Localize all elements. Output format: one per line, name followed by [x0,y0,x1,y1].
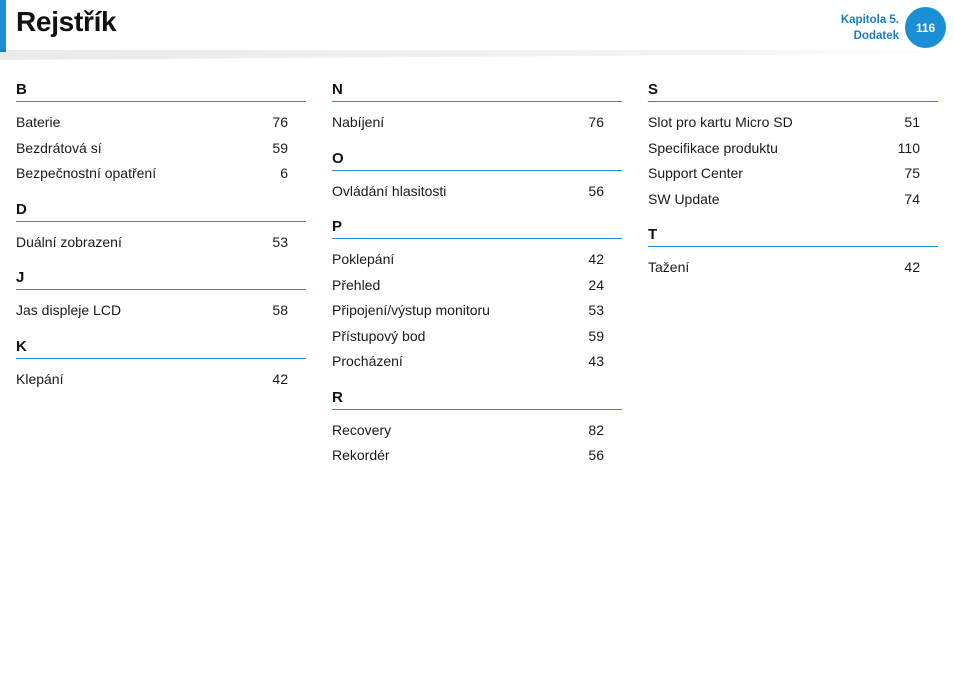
index-term: Nabíjení [332,114,385,130]
section-letter: P [332,217,622,239]
index-section [16,80,306,188]
index-entry [332,419,622,445]
index-section [16,200,306,257]
header-divider [0,50,954,60]
index-term: Procházení [332,353,403,369]
index-section [332,388,622,470]
index-entry [648,256,938,282]
index-section [648,80,938,213]
index-section [648,225,938,282]
index-page-number: 24 [588,276,604,293]
section-letter: K [16,337,306,359]
index-page-number: 6 [280,165,288,181]
index-section [332,149,622,206]
index-section [332,80,622,137]
index-section [332,217,622,376]
index-entry [332,350,622,376]
index-term: Tažení [648,259,690,275]
index-entry [332,274,622,300]
index-entry [332,180,622,206]
section-letter: J [16,268,306,290]
index-page-number: 42 [588,251,604,267]
index-entry [16,137,306,163]
index-page-number: 56 [588,447,604,463]
index-page-number: 56 [588,182,604,199]
index-entry [16,162,306,188]
index-term: Přístupový bod [332,327,426,344]
index-page-number: 82 [588,421,604,438]
index-entry [16,368,306,394]
index-section [16,268,306,325]
page-number-badge: 116 [905,7,946,48]
index-page-number: 75 [904,165,920,181]
section-letter: S [648,80,938,102]
index-column-2 [332,80,622,482]
index-entry [332,325,622,351]
section-letter: R [332,388,622,410]
index-term: Duální zobrazení [16,233,122,250]
index-page-number: 58 [272,302,288,318]
index-page-number: 53 [588,302,604,318]
index-column-1 [16,80,306,405]
chapter-info [841,12,899,44]
section-letter: T [648,225,938,247]
index-term: Rekordér [332,447,390,463]
chapter-label: Kapitola 5. [840,14,899,26]
index-column-3 [648,80,938,294]
index-term: Přehled [332,276,381,293]
index-term: Specifikace produktu [648,139,778,156]
index-entry [332,111,622,137]
index-term: Bezdrátová sí [16,139,102,156]
index-page-number: 110 [897,139,920,156]
header-accent-bar [0,0,6,52]
index-page-number: 76 [588,114,604,130]
index-entry [332,299,622,325]
index-term: SW Update [648,190,720,207]
index-term: Support Center [648,165,743,181]
index-section [16,337,306,394]
index-page-number: 42 [272,370,288,387]
section-letter: O [332,149,622,171]
index-entry [648,137,938,163]
section-letter: N [332,80,622,102]
index-page-number: 42 [904,259,920,275]
index-entry [16,299,306,325]
index-term: Poklepání [332,251,395,267]
index-page-number: 43 [588,353,604,369]
index-term: Připojení/výstup monitoru [332,302,490,318]
index-entry [648,162,938,188]
index-entry [648,111,938,137]
section-letter: D [16,200,306,222]
index-entry [648,188,938,214]
section-letter: B [16,80,306,102]
index-term: Bezpečnostní opatření [16,165,157,181]
index-entry [332,444,622,470]
index-term: Recovery [332,421,392,438]
index-term: Baterie [16,114,61,130]
index-entry [16,231,306,257]
section-label: Dodatek [853,30,899,42]
index-page-number: 74 [904,190,920,207]
index-entry [16,111,306,137]
index-page-number: 76 [272,114,288,130]
index-term: Slot pro kartu Micro SD [648,114,793,130]
index-page-number: 59 [588,327,604,344]
index-page-number: 53 [272,233,288,250]
index-entry [332,248,622,274]
index-page-number: 51 [904,114,920,130]
index-term: Jas displeje LCD [16,302,122,318]
index-term: Ovládání hlasitosti [332,182,447,199]
index-term: Klepání [16,370,64,387]
index-page-number: 59 [272,139,288,156]
page-title: Rejstřík [16,6,117,37]
